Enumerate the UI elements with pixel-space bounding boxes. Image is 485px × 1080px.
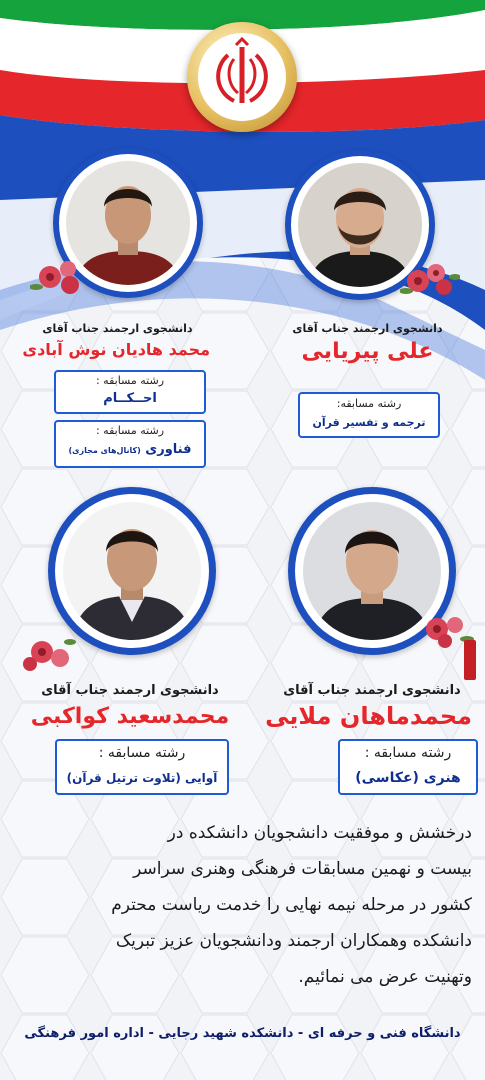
flowers-decoration-icon <box>18 630 78 675</box>
field-note: (کانال‌های مجازی) <box>68 446 141 455</box>
student-4-intro: دانشجوی ارجمند جناب آقای <box>41 683 219 698</box>
footer-organization: دانشگاه فنی و حرفه ای - دانشکده شهید رجایی - اداره امور فرهنگی <box>24 1026 461 1041</box>
student-2-name: محمد هادیان نوش آبادی <box>22 340 210 359</box>
student-2-field-1 <box>54 370 206 414</box>
student-3-intro: دانشجوی ارجمند جناب آقای <box>283 683 461 698</box>
student-3-field-1 <box>338 739 478 795</box>
message-line: بیست و نهمین مسابقات فرهنگی وهنری سراسر <box>133 859 472 879</box>
student-4-field-1 <box>55 739 229 795</box>
iran-emblem-icon <box>187 22 297 132</box>
congratulation-message <box>12 815 472 995</box>
field-value: آوایی (تلاوت ترتیل قرآن) <box>66 771 218 785</box>
side-logo-icon <box>464 640 476 680</box>
field-value: هنری (عکاسی) <box>355 770 461 786</box>
student-2-intro: دانشجوی ارجمند جناب آقای <box>42 322 193 335</box>
message-line: وتهنیت عرض می نمائیم. <box>298 967 472 987</box>
student-1-name: علی پیریایی <box>301 339 434 364</box>
student-2-field-2 <box>54 420 206 468</box>
field-value: ترجمه و تفسیر قرآن <box>312 416 426 429</box>
field-value: احــکــام <box>103 391 157 406</box>
avatar <box>63 502 201 640</box>
field-value <box>56 440 204 461</box>
student-3-name: محمدماهان ملایی <box>265 702 472 730</box>
student-1-field-1 <box>298 392 440 438</box>
student-4-name: محمدسعید کواکبی <box>30 704 230 729</box>
field-value-main: فناوری <box>145 442 192 457</box>
message-line: درخشش و موفقیت دانشجویان دانشکده در <box>167 823 472 843</box>
student-1-intro: دانشجوی ارجمند جناب آقای <box>292 322 443 335</box>
flowers-decoration-icon <box>30 253 90 298</box>
field-label: رشته مسابقه : <box>364 745 452 761</box>
field-label: رشته مسابقه: <box>336 397 402 410</box>
message-line: کشور در مرحله نیمه نهایی را خدمت ریاست محترم <box>111 895 472 915</box>
message-line: دانشکده وهمکاران ارجمند ودانشجویان عزیز تبریک <box>115 931 472 951</box>
field-label: رشته مسابقه : <box>98 745 186 761</box>
field-label: رشته مسابقه : <box>95 374 165 387</box>
field-label: رشته مسابقه : <box>95 424 165 437</box>
flowers-decoration-icon <box>400 255 460 300</box>
